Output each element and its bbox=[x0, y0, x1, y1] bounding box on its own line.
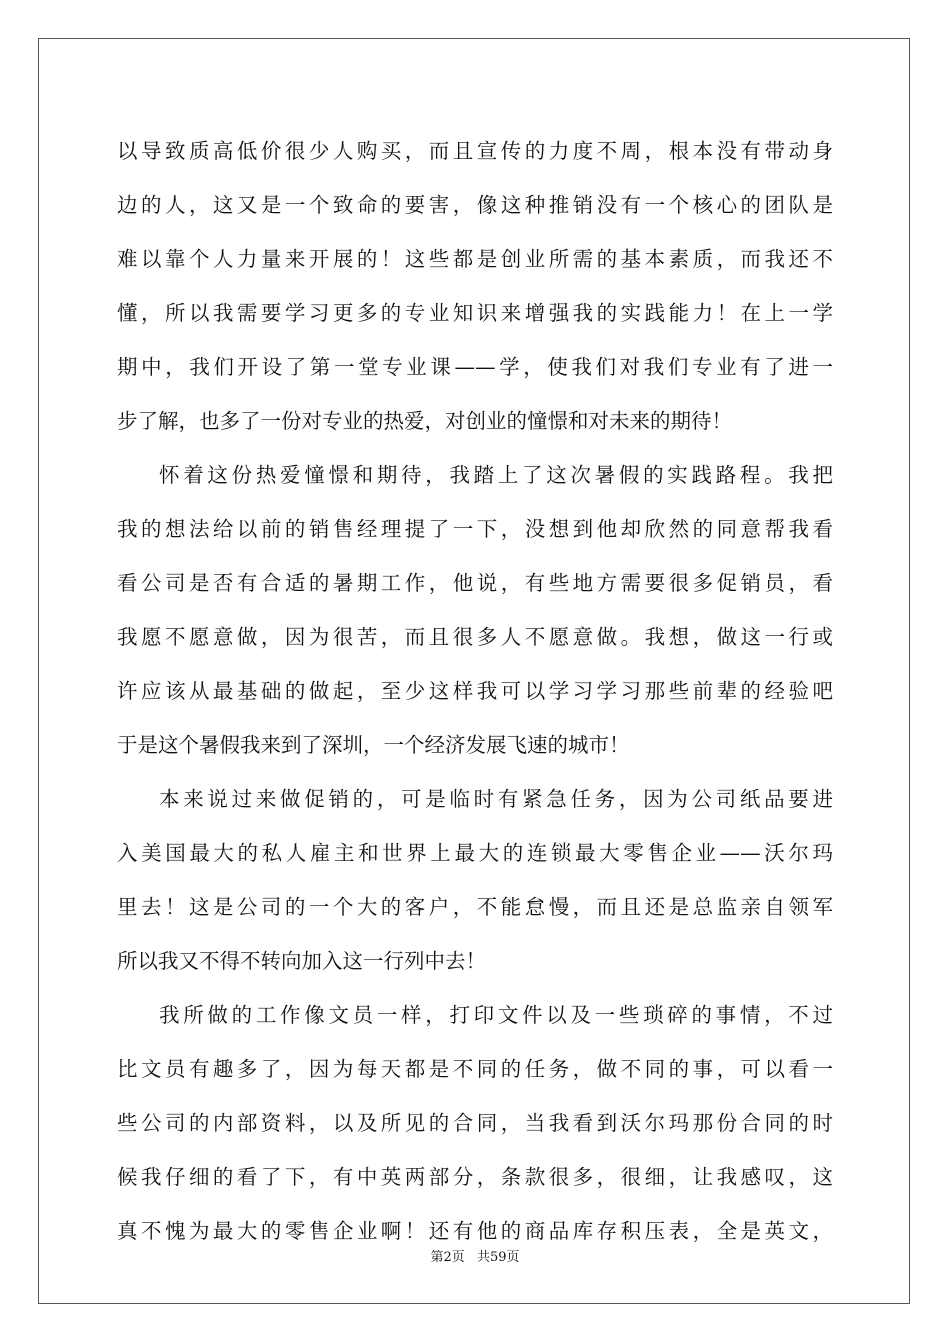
text-line: 于是这个暑假我来到了深圳，一个经济发展飞速的城市！ bbox=[117, 733, 630, 757]
paragraph-first-line: 本来说过来做促销的，可是临时有紧急任务，因为公司纸品要进 bbox=[159, 787, 833, 811]
text-line: 以导致质高低价很少人购买，而且宣传的力度不周，根本没有带动身 bbox=[117, 139, 833, 163]
text-line: 难以靠个人力量来开展的！这些都是创业所需的基本素质，而我还不 bbox=[117, 247, 833, 271]
text-line: 期中，我们开设了第一堂专业课——学，使我们对我们专业有了进一 bbox=[117, 355, 833, 379]
text-line: 入美国最大的私人雇主和世界上最大的连锁最大零售企业——沃尔玛 bbox=[117, 841, 833, 865]
text-line: 步了解，也多了一份对专业的热爱，对创业的憧憬和对未来的期待！ bbox=[117, 409, 732, 433]
page-footer bbox=[0, 1246, 950, 1265]
text-line: 些公司的内部资料，以及所见的合同，当我看到沃尔玛那份合同的时 bbox=[117, 1111, 833, 1135]
text-line: 懂，所以我需要学习更多的专业知识来增强我的实践能力！在上一学 bbox=[117, 301, 833, 325]
text-line: 里去！这是公司的一个大的客户，不能怠慢，而且还是总监亲自领军 bbox=[117, 895, 833, 919]
document-body bbox=[117, 124, 833, 1258]
paragraph-first-line: 怀着这份热爱憧憬和期待，我踏上了这次暑假的实践路程。我把 bbox=[159, 463, 833, 487]
text-line: 真不愧为最大的零售企业啊！还有他的商品库存积压表，全是英文， bbox=[117, 1219, 833, 1243]
text-line: 所以我又不得不转向加入这一行列中去！ bbox=[117, 949, 486, 973]
text-line: 看公司是否有合适的暑期工作，他说，有些地方需要很多促销员，看 bbox=[117, 571, 833, 595]
text-line: 我愿不愿意做，因为很苦，而且很多人不愿意做。我想，做这一行或 bbox=[117, 625, 833, 649]
text-line: 比文员有趣多了，因为每天都是不同的任务，做不同的事，可以看一 bbox=[117, 1057, 833, 1081]
paragraph-first-line: 我所做的工作像文员一样，打印文件以及一些琐碎的事情，不过 bbox=[159, 1003, 833, 1027]
page-total: 共59页 bbox=[476, 1250, 520, 1265]
text-line: 候我仔细的看了下，有中英两部分，条款很多，很细，让我感叹，这 bbox=[117, 1165, 833, 1189]
text-line: 我的想法给以前的销售经理提了一下，没想到他却欣然的同意帮我看 bbox=[117, 517, 833, 541]
text-line: 边的人，这又是一个致命的要害，像这种推销没有一个核心的团队是 bbox=[117, 193, 833, 217]
text-line: 许应该从最基础的做起，至少这样我可以学习学习那些前辈的经验吧 bbox=[117, 679, 833, 703]
page-number: 第2页 bbox=[430, 1250, 465, 1265]
